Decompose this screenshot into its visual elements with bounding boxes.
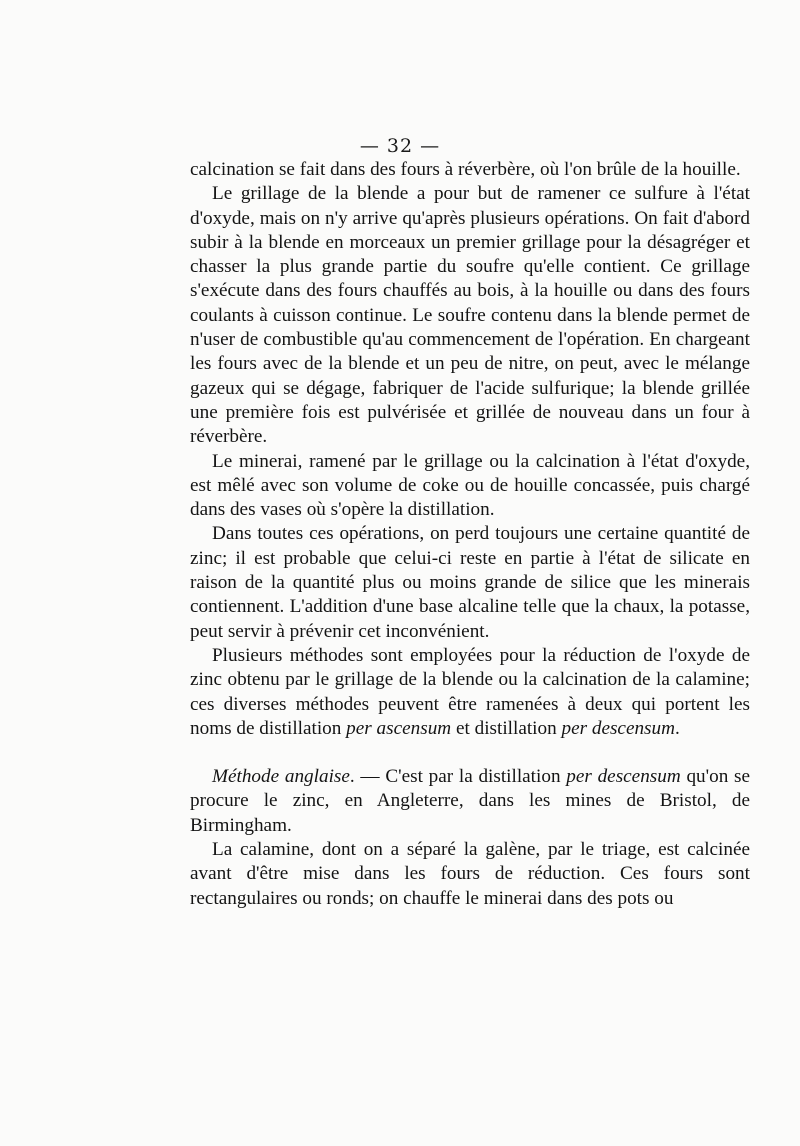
paragraph-continuation: calcination se fait dans des fours à réverbère, où l'on brûle de la houille. (190, 159, 741, 180)
term-per-descensum: per descensum (561, 717, 675, 739)
term-per-descensum-2: per descensum (566, 766, 681, 788)
body-text (190, 158, 750, 911)
term-per-ascensum: per ascensum (346, 717, 452, 739)
paragraph-methodes-text-a: Plusieurs méthodes sont employées pour la réduction de l'oxyde de zinc obtenu par le grillage de la blende ou la calcination de la calamine; ces diverses méthodes peuvent être ramenées à deux qui portent les noms de distillation (190, 644, 750, 739)
paragraph-methodes-text-c: . (674, 717, 680, 739)
paragraph-methode-anglaise (190, 765, 750, 838)
paragraph-calamine: La calamine, dont on a séparé la galène, par le triage, est calcinée avant d'être mise dans les fours de réduction. Ces fours sont rectangulaires ou ronds; on chauffe le minerai dans des pots ou (190, 839, 750, 909)
paragraph-perte-zinc: Dans toutes ces opérations, on perd toujours une certaine quantité de zinc; il est probable que celui-ci reste en partie à l'état de silicate en raison de la quantité plus ou moins grande de silice que les minerais contiennent. L'addition d'une base alcaline telle que la chaux, la potasse, peut servir à prévenir cet inconvénient. (190, 523, 750, 642)
page-number: — 32 — (359, 135, 441, 157)
paragraph-minerai: Le minerai, ramené par le grillage ou la calcination à l'état d'oxyde, est mêlé avec son volume de coke ou de houille concassée, puis chargé dans des vases où s'opère la distillation. (190, 450, 750, 521)
paragraph-methode-anglaise-text-a: . — C'est par la distillation (349, 766, 567, 788)
paragraph-methodes-text-b: et distillation (451, 717, 562, 739)
paragraph-grillage-blende: Le grillage de la blende a pour but de ramener ce sulfure à l'état d'oxyde, mais on n'y arrive qu'après plusieurs opérations. On fait d'abord subir à la blende en morceaux un premier grillage pour la désagréger et chasser la plus grande partie du soufre qu'elle contient. Ce grillage s'exécute dans des fours chauffés au bois, à la houille ou dans des fours coulants à cuisson continue. Le soufre contenu dans la blende permet de n'user de combustible qu'au commencement de l'opération. En chargeant les fours avec de la blende et un peu de nitre, on peut, avec le mélange gazeux qui se dégage, fabriquer de l'acide sulfurique; la blende grillée une première fois est pulvérisée et grillée de nouveau dans un four à réverbère. (190, 183, 750, 448)
paragraph-methodes (190, 644, 750, 741)
paragraph-methode-anglaise-text-b: qu'on se procure le zinc, en Angleterre, dans les mines de Bristol, de Birmingham. (190, 766, 750, 836)
section-heading-methode-anglaise: Méthode anglaise (212, 766, 350, 788)
